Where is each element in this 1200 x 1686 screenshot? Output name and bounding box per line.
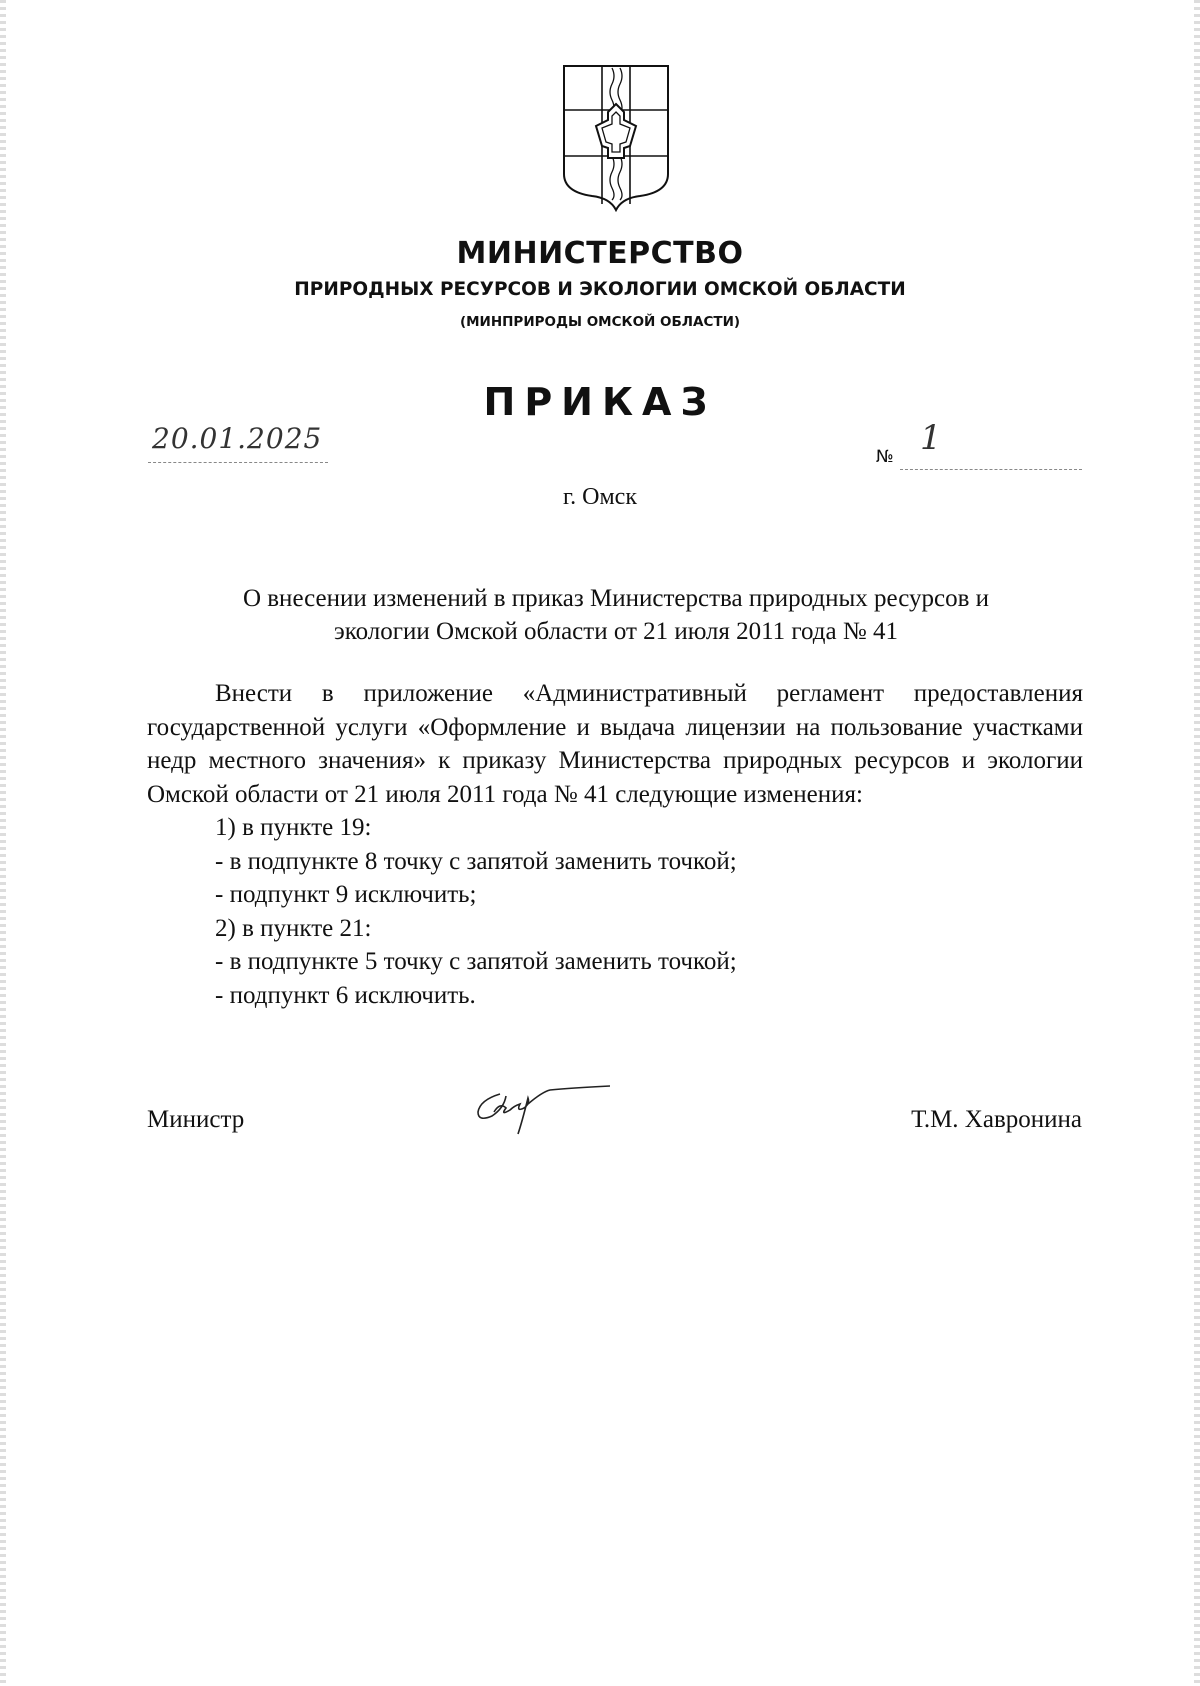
body-item: 1) в пункте 19: xyxy=(215,814,372,841)
ministry-full-name: ПРИРОДНЫХ РЕСУРСОВ И ЭКОЛОГИИ ОМСКОЙ ОБЛАСТИ xyxy=(294,279,906,300)
document-type: ПРИКАЗ xyxy=(483,380,717,424)
document-number: 1 xyxy=(920,418,942,458)
city: г. Омск xyxy=(563,484,637,510)
body-intro: Внести в приложение «Административный регламент предоставления государственной услуги «Оформление и выдача лицензии на пользование участками недр местного значения» к приказу Министерства природных ресурсов и экологии Омской области от 21 июля 2011 года № 41 следующие изменения: xyxy=(147,680,1083,808)
document-body xyxy=(147,677,1083,1012)
handwritten-signature xyxy=(470,1082,620,1142)
body-item: - в подпункте 5 точку с запятой заменить точкой; xyxy=(215,948,737,975)
coat-of-arms-icon xyxy=(562,64,670,212)
body-item: - подпункт 9 исключить; xyxy=(215,881,477,908)
number-underline xyxy=(900,469,1082,470)
ministry-heading: МИНИСТЕРСТВО xyxy=(456,236,744,271)
number-sign: № xyxy=(876,447,894,467)
body-item: 2) в пункте 21: xyxy=(215,914,372,942)
document-title xyxy=(150,582,1082,648)
signatory-role: Министр xyxy=(147,1106,245,1133)
document-date: 20.01.2025 xyxy=(152,422,323,455)
title-line: экологии Омской области от 21 июля 2011 года № 41 xyxy=(334,618,898,645)
signatory-name: Т.М. Хавронина xyxy=(911,1106,1082,1133)
body-item: - подпункт 6 исключить. xyxy=(215,981,476,1009)
title-line: О внесении изменений в приказ Министерства природных ресурсов и xyxy=(242,585,990,612)
body-item: - в подпункте 8 точку с запятой заменить точкой; xyxy=(215,847,737,875)
ministry-short-name: (МИНПРИРОДЫ ОМСКОЙ ОБЛАСТИ) xyxy=(459,314,741,330)
date-underline xyxy=(148,462,328,463)
